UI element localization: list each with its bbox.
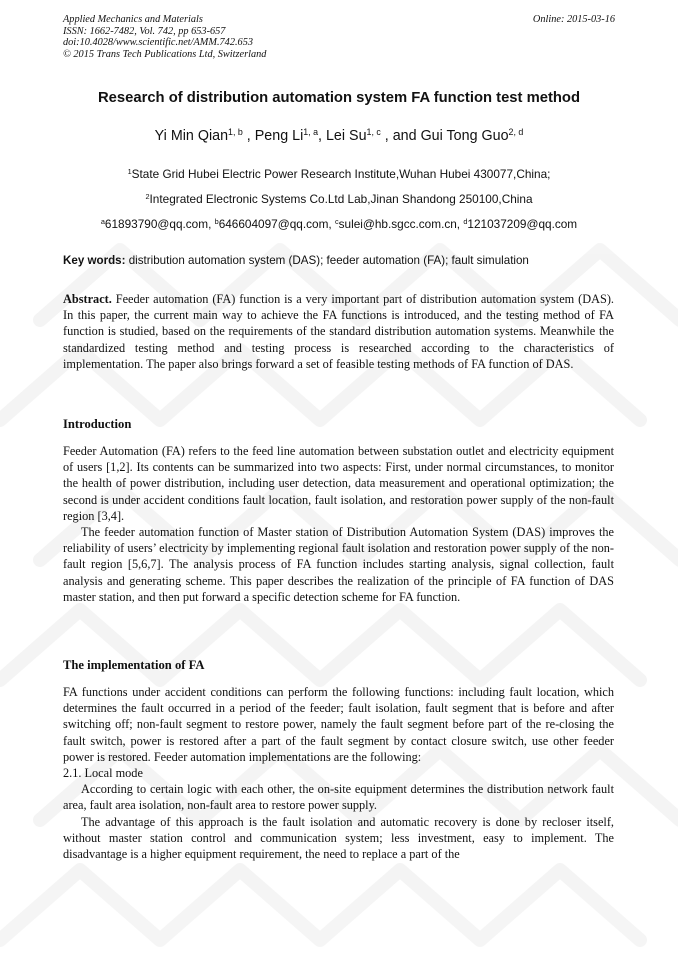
journal-name: Applied Mechanics and Materials (63, 14, 203, 25)
abstract-text: Feeder automation (FA) function is a very important part of distribution automation system (DAS). In this paper, the current main way to achieve the FA functions is introduced, and the testing method of FA function is studied, based on the requirements of the standard distribution automation systems. Meanwhile the standardized testing method and testing process is researched according to the characteristics of implementation. The paper also brings forward a set of feasible testing methods of FA function of DAS. (63, 292, 614, 371)
doi-line[interactable]: doi:10.4028/www.scientific.net/AMM.742.653 (63, 37, 253, 49)
affiliation-2 (0, 192, 678, 206)
author-sup: 1, a (303, 127, 319, 138)
author-name: Gui Tong Guo (420, 128, 509, 144)
abstract-label: Abstract. (63, 292, 112, 306)
author-name: Lei Su (325, 128, 367, 144)
keywords (63, 254, 529, 267)
paragraph: According to certain logic with each other, the on-site equipment determines the distribution network fault area, fault area isolation, non-fault area to restore power supply. (63, 782, 614, 813)
paper-title: Research of distribution automation system FA function test method (97, 90, 581, 106)
author-name: Yi Min Qian (154, 128, 229, 144)
affiliation-text: State Grid Hubei Electric Power Research Institute,Wuhan Hubei 430077,China; (131, 167, 551, 181)
subsection-heading: 2.1. Local mode (63, 766, 143, 781)
section-heading-implementation: The implementation of FA (63, 658, 205, 672)
email-list (0, 217, 678, 231)
paragraph: The advantage of this approach is the fault isolation and automatic recovery is done by recloser itself, without master station control and communication system; less investment, easy to implement. The disadvantage is a higher equipment requirement, the need to replace a part of the (63, 814, 614, 862)
abstract (63, 291, 614, 372)
email-sup: d (463, 216, 468, 226)
issn-line: ISSN: 1662-7482, Vol. 742, pp 653-657 (63, 25, 226, 37)
keywords-label: Key words: (63, 254, 126, 267)
email-address[interactable]: 61893790@qq.com, (104, 217, 215, 231)
implementation-body (63, 684, 614, 862)
author-separator: , and (380, 128, 421, 144)
paragraph: The feeder automation function of Master station of Distribution Automation System (DAS) improves the reliability of users’ electricity by implementing regional fault isolation and restoration power supply of the non-fault region [5,6,7]. The analysis process of FA function includes starting analysis, signal collection, fault analysis and generating scheme. This paper describes the realization of the principle of FA function of DAS master station, and then put forward a specific detection scheme for FA function. (63, 525, 614, 604)
affiliation-text: Integrated Electronic Systems Co.Ltd Lab,Jinan Shandong 250100,China (149, 192, 533, 206)
author-sup: 2, d (508, 127, 524, 138)
affiliation-1 (0, 167, 678, 181)
journal-header (63, 14, 266, 60)
author-sup: 1, c (366, 127, 381, 138)
author-separator: , (318, 128, 326, 144)
introduction-body (63, 443, 614, 605)
paragraph: FA functions under accident conditions can perform the following functions: including fault location, which determines the fault occurred in a period of the feeder; fault isolation, fault segment that is before and after switching off; non-fault segment to restore power, namely the fault segment before part of the re-closing the fault switch, power is restored after a part of the fault segment by contact closure switch, use other feeder power is restored. Feeder automation implementations are the following: (63, 685, 614, 764)
copyright-line: © 2015 Trans Tech Publications Ltd, Switzerland (63, 48, 267, 60)
email-sup: c (334, 216, 339, 226)
email-sup: b (214, 216, 219, 226)
keywords-text: distribution automation system (DAS); feeder automation (FA); fault simulation (125, 254, 529, 267)
online-date: Online: 2015-03-16 (532, 14, 615, 25)
author-separator: , (242, 128, 255, 144)
author-list (0, 128, 678, 144)
email-sup: a (100, 216, 105, 226)
email-address[interactable]: 646604097@qq.com, (218, 217, 335, 231)
section-heading-introduction: Introduction (63, 417, 132, 431)
paragraph: Feeder Automation (FA) refers to the feed line automation between substation outlet and electricity equipment of users [1,2]. Its contents can be summarized into two aspects: First, under normal circumstances, to monitor the health of power distribution, including user detection, data measurement and operational optimization; the second is under accident conditions fault location, fault isolation, and restoration power supply of the non-fault region [3,4]. (63, 444, 614, 523)
affiliation-sup: 2 (145, 191, 150, 201)
affiliation-sup: 1 (127, 166, 132, 176)
email-address[interactable]: 121037209@qq.com (467, 217, 578, 231)
author-sup: 1, b (228, 127, 243, 138)
author-name: Peng Li (254, 128, 304, 144)
email-address[interactable]: sulei@hb.sgcc.com.cn, (338, 217, 464, 231)
